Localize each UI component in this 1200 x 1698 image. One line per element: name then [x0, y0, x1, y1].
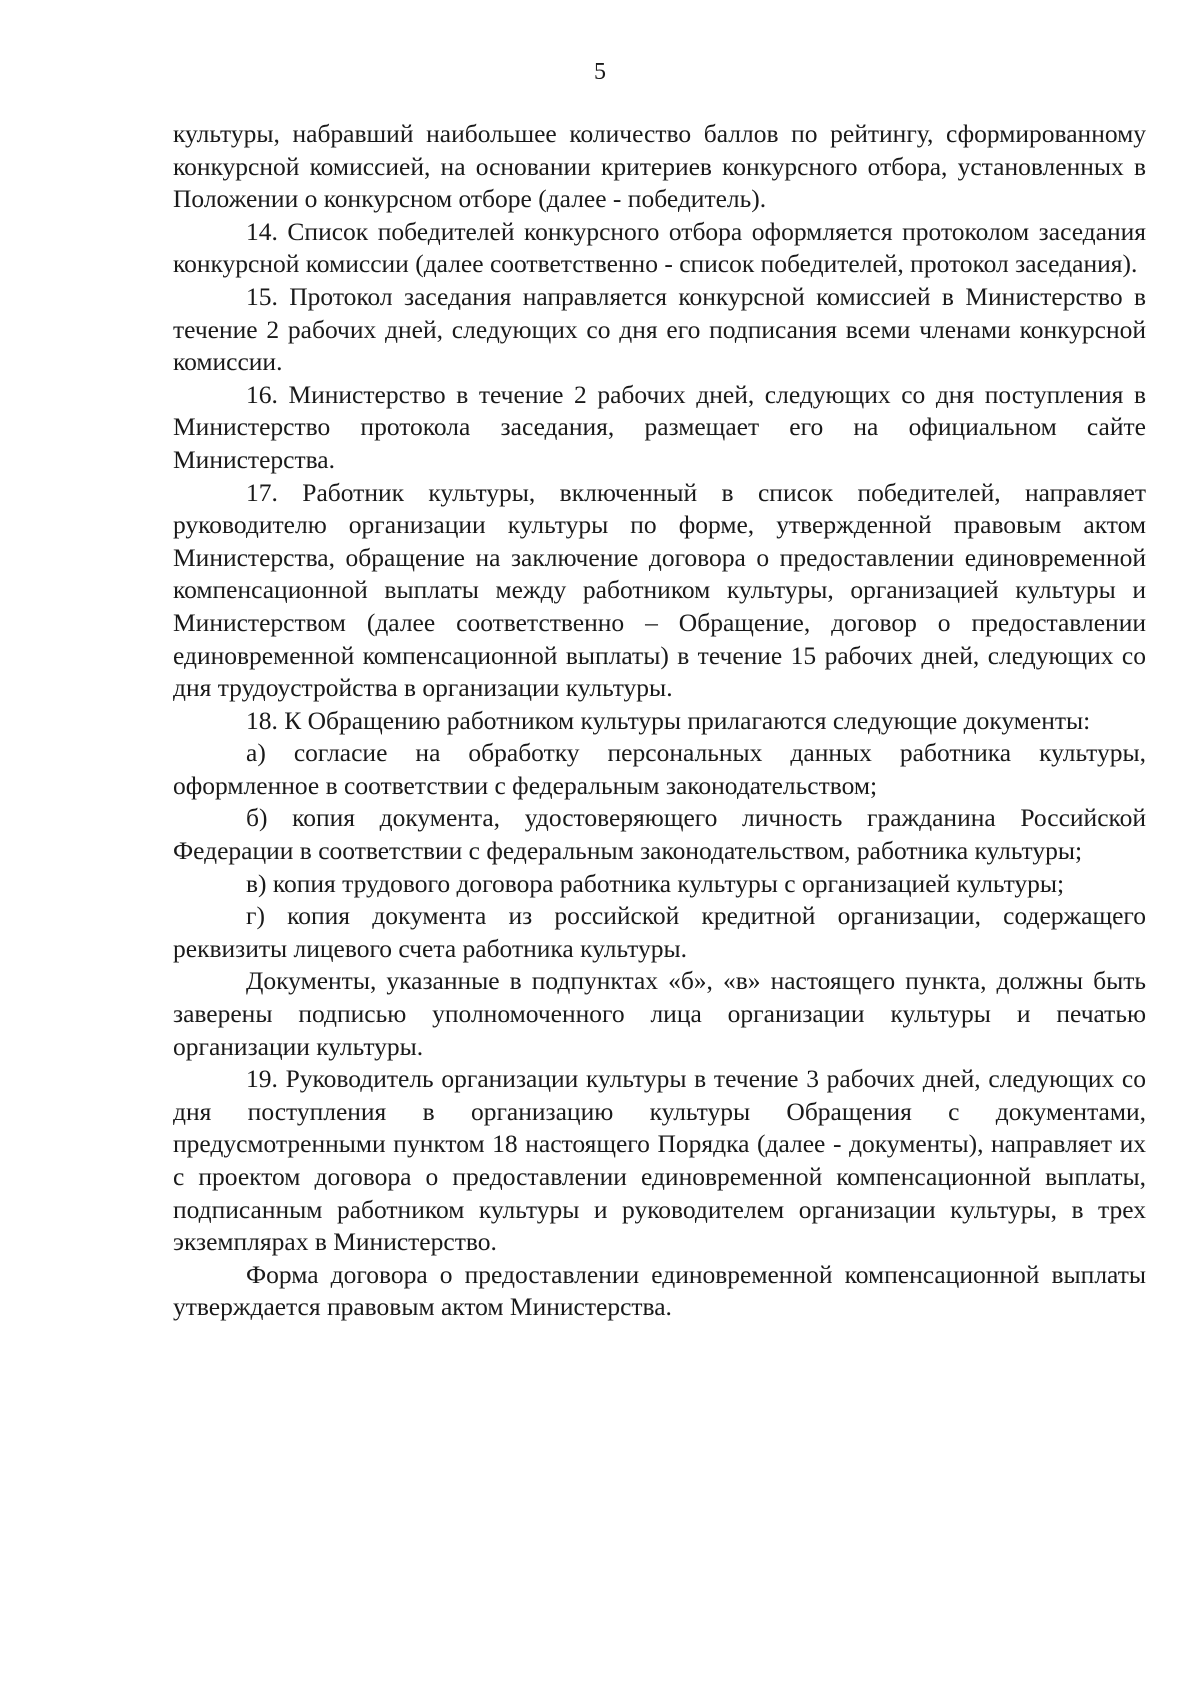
subitem-a: а) согласие на обработку персональных данных работника культуры, оформленное в соответствии с федеральным законодательством; — [173, 738, 1146, 800]
paragraph-item-18: 18. К Обращению работником культуры прилагаются следующие документы: — [246, 705, 1091, 735]
paragraph-certification-note: Документы, указанные в подпунктах «б», «в» настоящего пункта, должны быть заверены подписью уполномоченного лица организации культуры и печатью организации культуры. — [173, 966, 1146, 1061]
paragraph-item-15: 15. Протокол заседания направляется конкурсной комиссией в Министерство в течение 2 рабочих дней, следующих со дня его подписания всеми членами конкурсной комиссии. — [173, 281, 1146, 377]
paragraph-item-16: 16. Министерство в течение 2 рабочих дней, следующих со дня поступления в Министерство протокола заседания, размещает его на официальном сайте Министерства. — [173, 379, 1146, 474]
subitem-b: б) копия документа, удостоверяющего личность гражданина Российской Федерации в соответствии с федеральным законодательством, работника культуры; — [173, 803, 1146, 866]
paragraph-continuation: культуры, набравший наибольшее количество баллов по рейтингу, сформированному конкурсной комиссией, на основании критериев конкурсного отбора, установленных в Положении о конкурсном отборе (далее - победитель). — [173, 119, 1146, 214]
paragraph-item-19: 19. Руководитель организации культуры в течение 3 рабочих дней, следующих со дня поступления в организацию культуры Обращения с документами, предусмотренными пунктом 18 настоящего Порядка (далее - документы), направляет их с проектом договора о предоставлении единовременной компенсационной выплаты, подписанным работником культуры и руководителем организации культуры, в трех экземплярах в Министерство. — [173, 1064, 1146, 1257]
page-number: 5 — [594, 59, 606, 85]
subitem-v: в) копия трудового договора работника культуры с организацией культуры; — [246, 868, 1065, 898]
document-body — [173, 118, 1146, 1324]
paragraph-contract-form: Форма договора о предоставлении единовременной компенсационной выплаты утверждается правовым актом Министерства. — [173, 1259, 1146, 1322]
paragraph-item-14: 14. Список победителей конкурсного отбора оформляется протоколом заседания конкурсной комиссии (далее соответственно - список победителей, протокол заседания). — [173, 216, 1146, 279]
subitem-g: г) копия документа из российской кредитной организации, содержащего реквизиты лицевого счета работника культуры. — [173, 901, 1146, 963]
paragraph-item-17: 17. Работник культуры, включенный в список победителей, направляет руководителю организации культуры по форме, утвержденной правовым актом Министерства, обращение на заключение договора о предоставлении единовременной компенсационной выплаты между работником культуры, организацией культуры и Министерством (далее соответственно – Обращение, договор о предоставлении единовременной компенсационной выплаты) в течение 15 рабочих дней, следующих со дня трудоустройства в организации культуры. — [173, 477, 1146, 703]
